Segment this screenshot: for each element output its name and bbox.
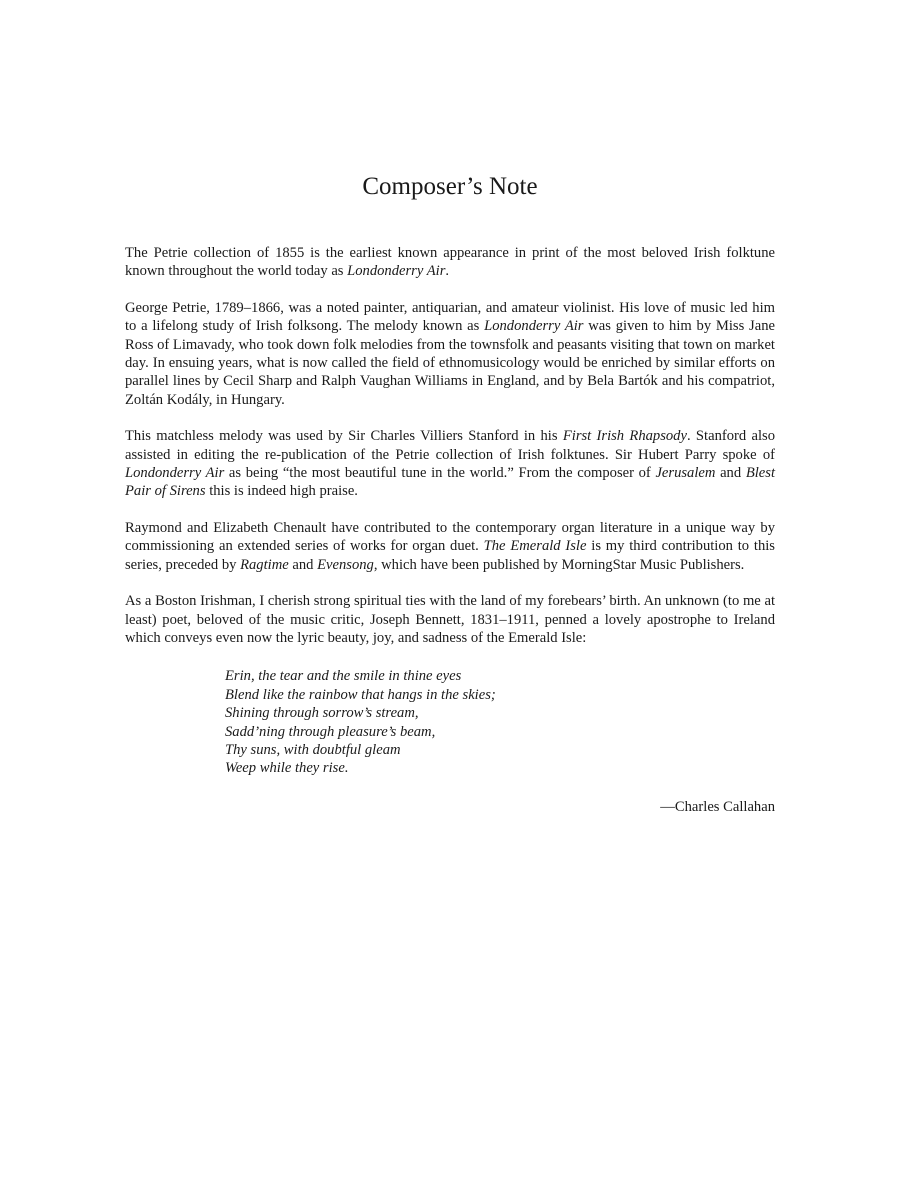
paragraph-petrie-collection [125, 244, 775, 281]
author-signature: —Charles Callahan [660, 798, 775, 815]
italic-title: Jerusalem [655, 465, 716, 482]
text-run: and [288, 556, 318, 573]
text-run: , which have been published by MorningStar Music Publishers. [373, 556, 745, 573]
italic-title: First Irish Rhapsody [562, 428, 687, 445]
italic-title: Londonderry Air [347, 263, 446, 280]
italic-title: Londonderry Air [125, 465, 225, 482]
poem-line: Sadd’ning through pleasure’s beam, [225, 723, 436, 740]
poem-line: Blend like the rainbow that hangs in the skies; [225, 686, 496, 703]
paragraph-stanford [125, 427, 775, 501]
italic-title: Evensong [317, 556, 374, 573]
poem-line: Shining through sorrow’s stream, [225, 705, 419, 722]
text-run: The Petrie collection of 1855 is the earliest known appearance in print of the most beloved Irish folktune known throughout the world today as [125, 245, 775, 280]
text-run: and [715, 465, 746, 482]
poem-line: Erin, the tear and the smile in thine eyes [225, 668, 462, 685]
text-run: . [445, 263, 450, 280]
italic-title: Londonderry Air [484, 318, 584, 335]
poem-line: Thy suns, with doubtful gleam [225, 741, 401, 758]
page-title: Composer’s Note [362, 173, 538, 200]
text-run: This matchless melody was used by Sir Charles Villiers Stanford in his [125, 428, 563, 445]
text-run: is my third contribution to this series, preceded by [125, 538, 775, 573]
text-run: this is indeed high praise. [205, 483, 358, 500]
text-run: George Petrie, 1789–1866, was a noted painter, antiquarian, and amateur violinist. His love of music led him to a lifelong study of Irish folksong. The melody known as [125, 299, 775, 335]
poem-line: Weep while they rise. [225, 760, 349, 777]
italic-title: Blest Pair of Sirens [125, 465, 775, 500]
text-run: Raymond and Elizabeth Chenault have contributed to the contemporary organ literature in a unique way by commissioning an extended series of works for organ duet. [125, 519, 775, 555]
text-run: . Stanford also assisted in editing the re-publication of the Petrie collection of Irish folktunes. Sir Hubert Parry spoke of [125, 428, 775, 463]
text-run: was given to him by Miss Jane Ross of Limavady, who took down folk melodies from the townsfolk and peasants visiting that town on market day. In ensuing years, what is now called the field of ethnomusicology would be enriched by similar efforts on parallel lines by Cecil Sharp and Ralph Vaughan Williams in England, and by Bela Bartók and his compatriot, Zoltán Kodály, in Hungary. [125, 318, 775, 408]
italic-title: Ragtime [240, 556, 289, 573]
paragraph-chenault [125, 519, 775, 574]
italic-title: The Emerald Isle [483, 538, 587, 555]
poem-stanza [225, 667, 775, 777]
paragraph-boston-irishman [125, 592, 775, 647]
document-page [125, 170, 775, 816]
paragraph-george-petrie [125, 299, 775, 409]
text-run: as being “the most beautiful tune in the world.” From the composer of [224, 465, 656, 482]
text-run: As a Boston Irishman, I cherish strong spiritual ties with the land of my forebears’ birth. An unknown (to me at least) poet, beloved of the music critic, Joseph Bennett, 1831–1911, penned a lovely apostrophe to Ireland which conveys even now the lyric beauty, joy, and sadness of the Emerald Isle: [125, 593, 775, 646]
